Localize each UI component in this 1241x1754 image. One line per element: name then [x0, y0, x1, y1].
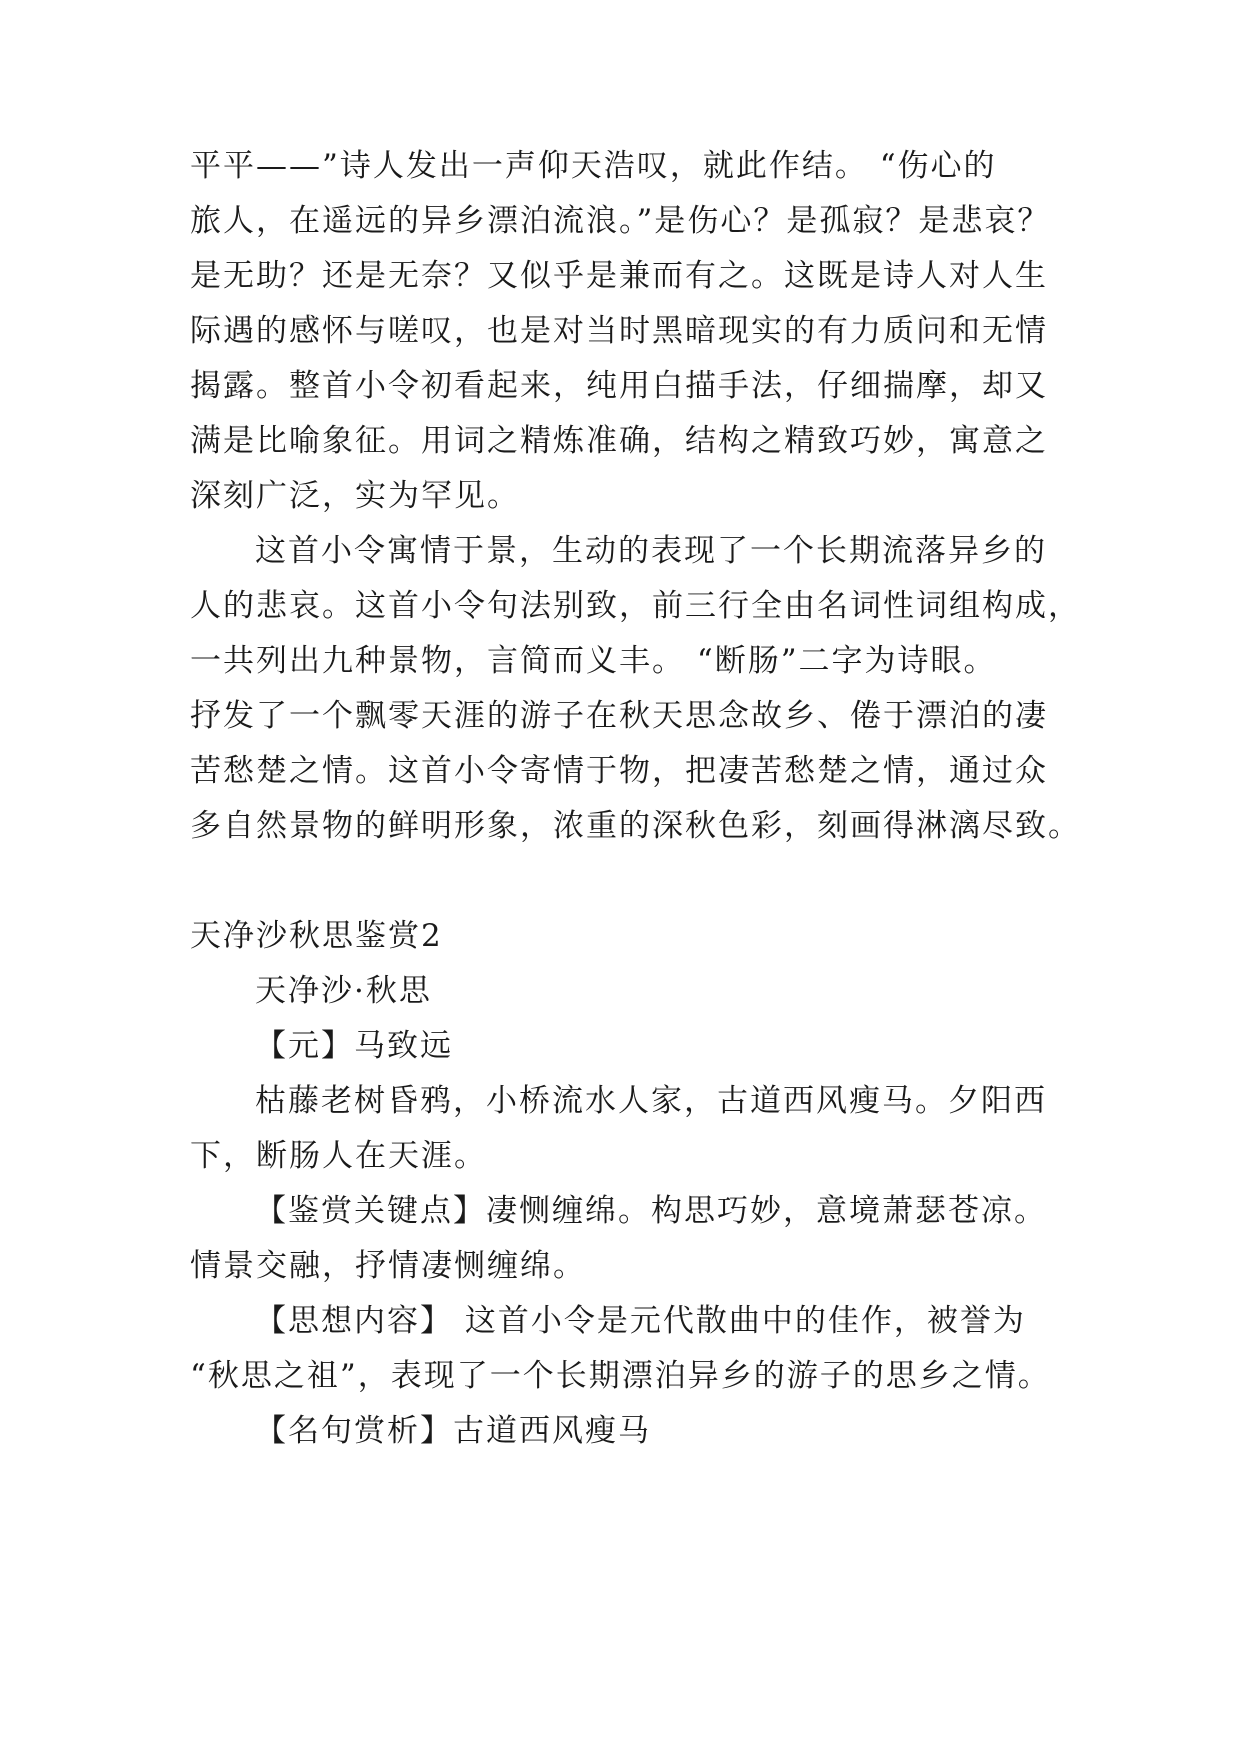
- paragraph-line: 平平——”诗人发出一声仰天浩叹，就此作结。 “伤心的: [190, 148, 997, 184]
- paragraph-line: 旅人，在遥远的异乡漂泊流浪。”是伤心？是孤寂？是悲哀？: [190, 203, 1051, 239]
- paragraph-line: 际遇的感怀与嗟叹，也是对当时黑暗现实的有力质问和无情: [190, 313, 1048, 349]
- paragraph-line: 揭露。整首小令初看起来，纯用白描手法，仔细揣摩，却又: [190, 368, 1048, 404]
- poem-title: 天净沙·秋思: [255, 973, 432, 1009]
- poem-line: 枯藤老树昏鸦，小桥流水人家，古道西风瘦马。夕阳西: [255, 1083, 1047, 1119]
- paragraph-line: 【思想内容】 这首小令是元代散曲中的佳作，被誉为: [255, 1303, 1026, 1339]
- paragraph-line: 苦愁楚之情。这首小令寄情于物，把凄苦愁楚之情，通过众: [190, 753, 1048, 789]
- paragraph-line: 是无助？还是无奈？又似乎是兼而有之。这既是诗人对人生: [190, 258, 1048, 294]
- paragraph-line: 多自然景物的鲜明形象，浓重的深秋色彩，刻画得淋漓尽致。: [190, 808, 1081, 844]
- paragraph-line: 【名句赏析】古道西风瘦马: [255, 1413, 651, 1449]
- paragraph-line: 深刻广泛，实为罕见。: [190, 478, 520, 514]
- paragraph-line: 情景交融，抒情凄恻缠绵。: [190, 1248, 586, 1284]
- paragraph-line: 【鉴赏关键点】凄恻缠绵。构思巧妙，意境萧瑟苍凉。: [255, 1193, 1047, 1229]
- paragraph-line: “秋思之祖”，表现了一个长期漂泊异乡的游子的思乡之情。: [190, 1358, 1051, 1394]
- paragraph-line: 满是比喻象征。用词之精炼准确，结构之精致巧妙，寓意之: [190, 423, 1048, 459]
- paragraph-line: 这首小令寓情于景，生动的表现了一个长期流落异乡的: [255, 533, 1047, 569]
- paragraph-line: 人的悲哀。这首小令句法别致，前三行全由名词性词组构成，: [190, 588, 1081, 624]
- poem-line: 下，断肠人在天涯。: [190, 1138, 487, 1174]
- paragraph-line: 抒发了一个飘零天涯的游子在秋天思念故乡、倦于漂泊的凄: [190, 698, 1048, 734]
- poem-author: 【元】马致远: [255, 1028, 453, 1064]
- section-title: 天净沙秋思鉴赏2: [190, 918, 443, 954]
- paragraph-line: 一共列出九种景物，言简而义丰。 “断肠”二字为诗眼。: [190, 643, 997, 679]
